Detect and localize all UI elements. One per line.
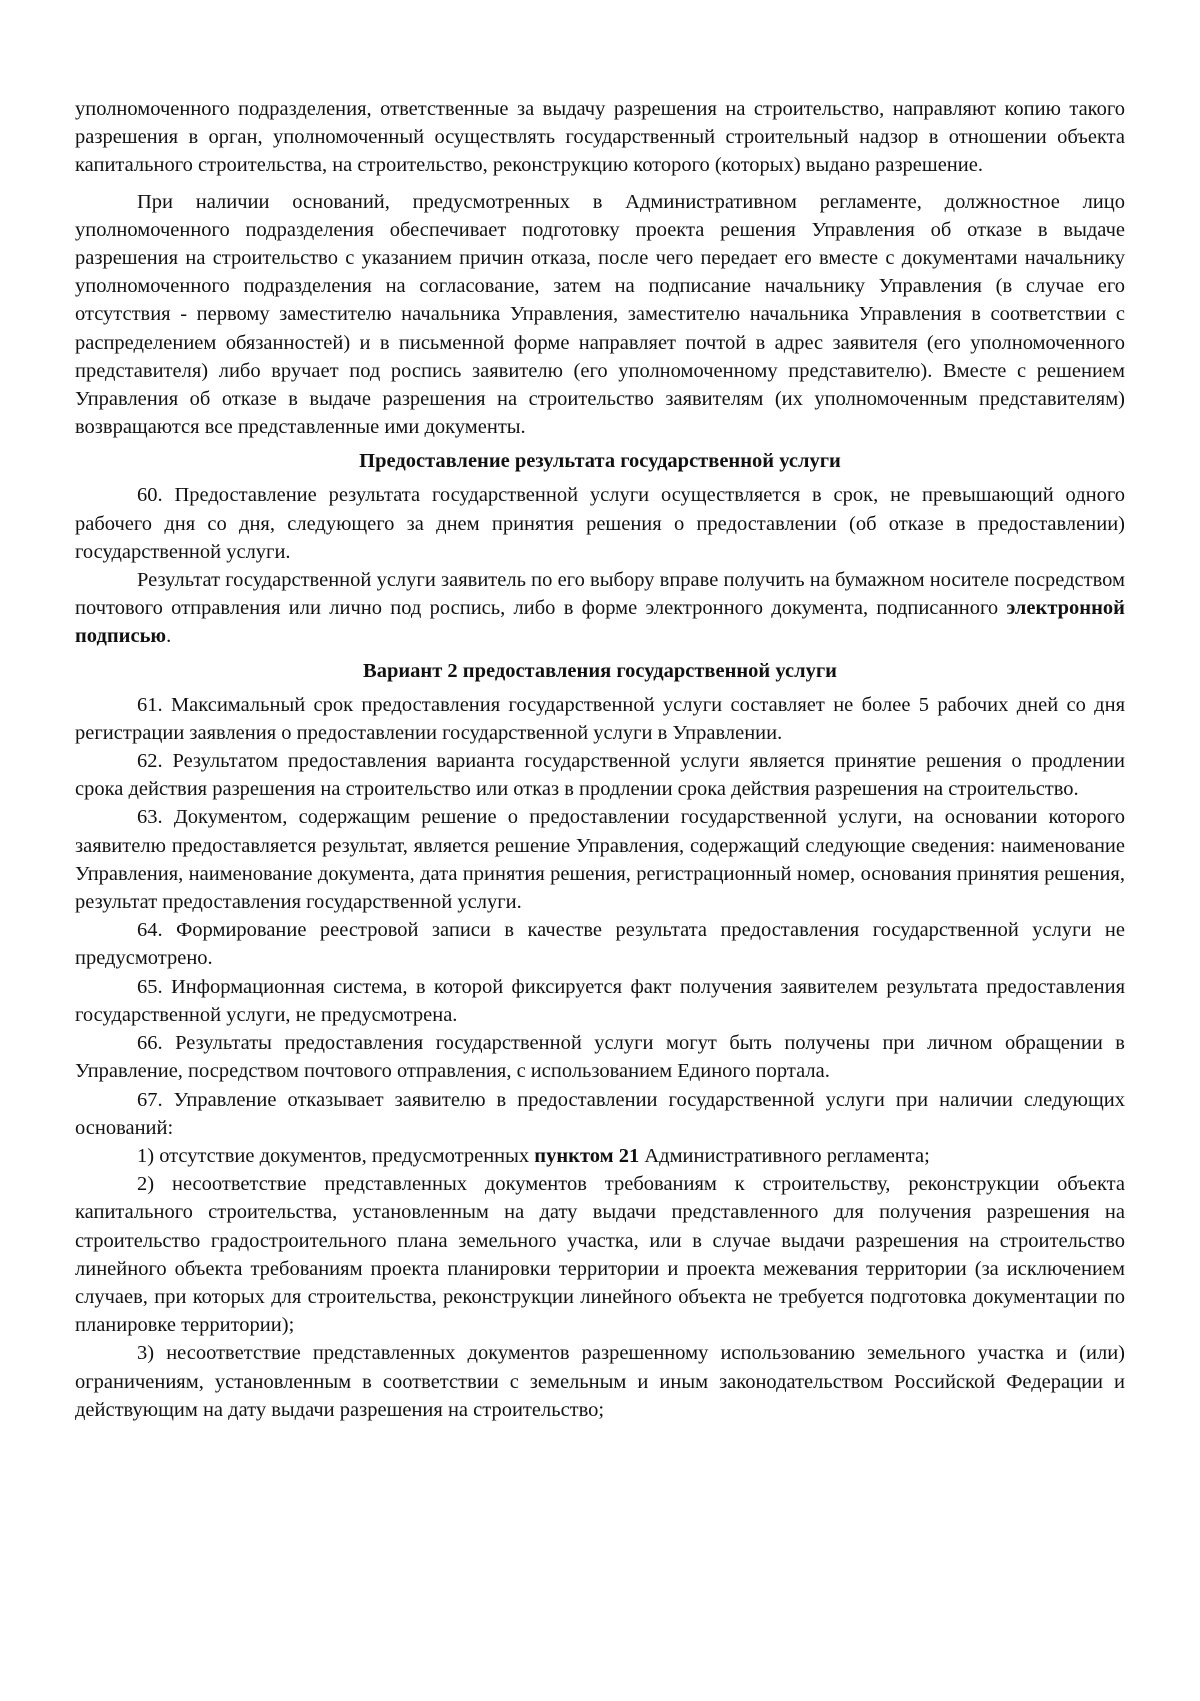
section-heading-result: Предоставление результата государственной услуги bbox=[359, 450, 841, 473]
list-item-2: 2) несоответствие представленных документов требованиям к строительству, реконструкции объекта капитального строительства, установленным на дату выдачи представленного для получения разрешения на строительство градостроительного плана земельного участка, или в случае выдачи разрешения на строительство линейного объекта требованиям проекта планировки территории и проекта межевания территории (за исключением случаев, при которых для строительства, реконструкции линейного объекта не требуется подготовка документации по планировке территории); bbox=[75, 1173, 1125, 1337]
list-item-3: 3) несоответствие представленных документов разрешенному использованию земельного участка и (или) ограничениям, установленным в соответствии с земельным и иным законодательством Российской Федерации и действующим на дату выдачи разрешения на строительство; bbox=[75, 1342, 1125, 1421]
paragraph-result-format bbox=[75, 566, 1125, 651]
bold-term-electronic-signature: электронной подписью bbox=[75, 597, 1125, 648]
text-part: Административного регламента; bbox=[639, 1144, 930, 1167]
paragraph-66: 66. Результаты предоставления государственной услуги могут быть получены при личном обращении в Управление, посредством почтового отправления, с использованием Единого портала. bbox=[75, 1032, 1125, 1083]
list-item-1 bbox=[75, 1142, 1125, 1170]
paragraph-refusal-procedure: При наличии оснований, предусмотренных в Административном регламенте, должностное лицо уполномоченного подразделения обеспечивает подготовку проекта решения Управления об отказе в выдаче разрешения на строительство с указанием причин отказа, после чего передает его вместе с документами начальнику уполномоченного подразделения на согласование, затем на подписание начальнику Управления (в случае его отсутствия - первому заместителю начальника Управления, заместителю начальника Управления в соответствии с распределением обязанностей) и в письменной форме направляет почтой в адрес заявителя (его уполномоченного представителя) либо вручает под роспись заявителю (его уполномоченному представителю). Вместе с решением Управления об отказе в выдаче разрешения на строительство заявителям (их уполномоченным представителям) возвращаются все представленные ими документы. bbox=[75, 190, 1125, 439]
document-body bbox=[75, 95, 1125, 1424]
paragraph-continuation: уполномоченного подразделения, ответственные за выдачу разрешения на строительство, направляют копию такого разрешения в орган, уполномоченный осуществлять государственный строительный надзор в отношении объекта капитального строительства, на строительство, реконструкцию которого (которых) выдано разрешение. bbox=[75, 98, 1125, 177]
paragraph-65: 65. Информационная система, в которой фиксируется факт получения заявителем результата предоставления государственной услуги, не предусмотрена. bbox=[75, 975, 1125, 1026]
bold-reference-point-21: пунктом 21 bbox=[534, 1144, 640, 1167]
paragraph-67: 67. Управление отказывает заявителю в предоставлении государственной услуги при наличии следующих оснований: bbox=[75, 1088, 1125, 1139]
section-heading-variant-2: Вариант 2 предоставления государственной услуги bbox=[363, 659, 837, 682]
paragraph-63: 63. Документом, содержащим решение о предоставлении государственной услуги, на основании которого заявителю предоставляется результат, является решение Управления, содержащий следующие сведения: наименование Управления, наименование документа, дата принятия решения, регистрационный номер, основания принятия решения, результат предоставления государственной услуги. bbox=[75, 806, 1125, 914]
paragraph-64: 64. Формирование реестровой записи в качестве результата предоставления государственной услуги не предусмотрено. bbox=[75, 919, 1125, 970]
paragraph-62: 62. Результатом предоставления варианта государственной услуги является принятие решения о продлении срока действия разрешения на строительство или отказ в продлении срока действия разрешения на строительство. bbox=[75, 750, 1125, 801]
text-part: . bbox=[166, 625, 172, 648]
paragraph-60: 60. Предоставление результата государственной услуги осуществляется в срок, не превышающий одного рабочего дня со дня, следующего за днем принятия решения о предоставлении (об отказе в предоставлении) государственной услуги. bbox=[75, 484, 1125, 563]
text-part: Результат государственной услуги заявитель по его выбору вправе получить на бумажном носителе посредством почтового отправления или лично под роспись, либо в форме электронного документа, подписанного bbox=[75, 569, 1125, 620]
text-part: 1) отсутствие документов, предусмотренных bbox=[137, 1144, 535, 1167]
paragraph-61: 61. Максимальный срок предоставления государственной услуги составляет не более 5 рабочих дней со дня регистрации заявления о предоставлении государственной услуги в Управлении. bbox=[75, 693, 1125, 744]
